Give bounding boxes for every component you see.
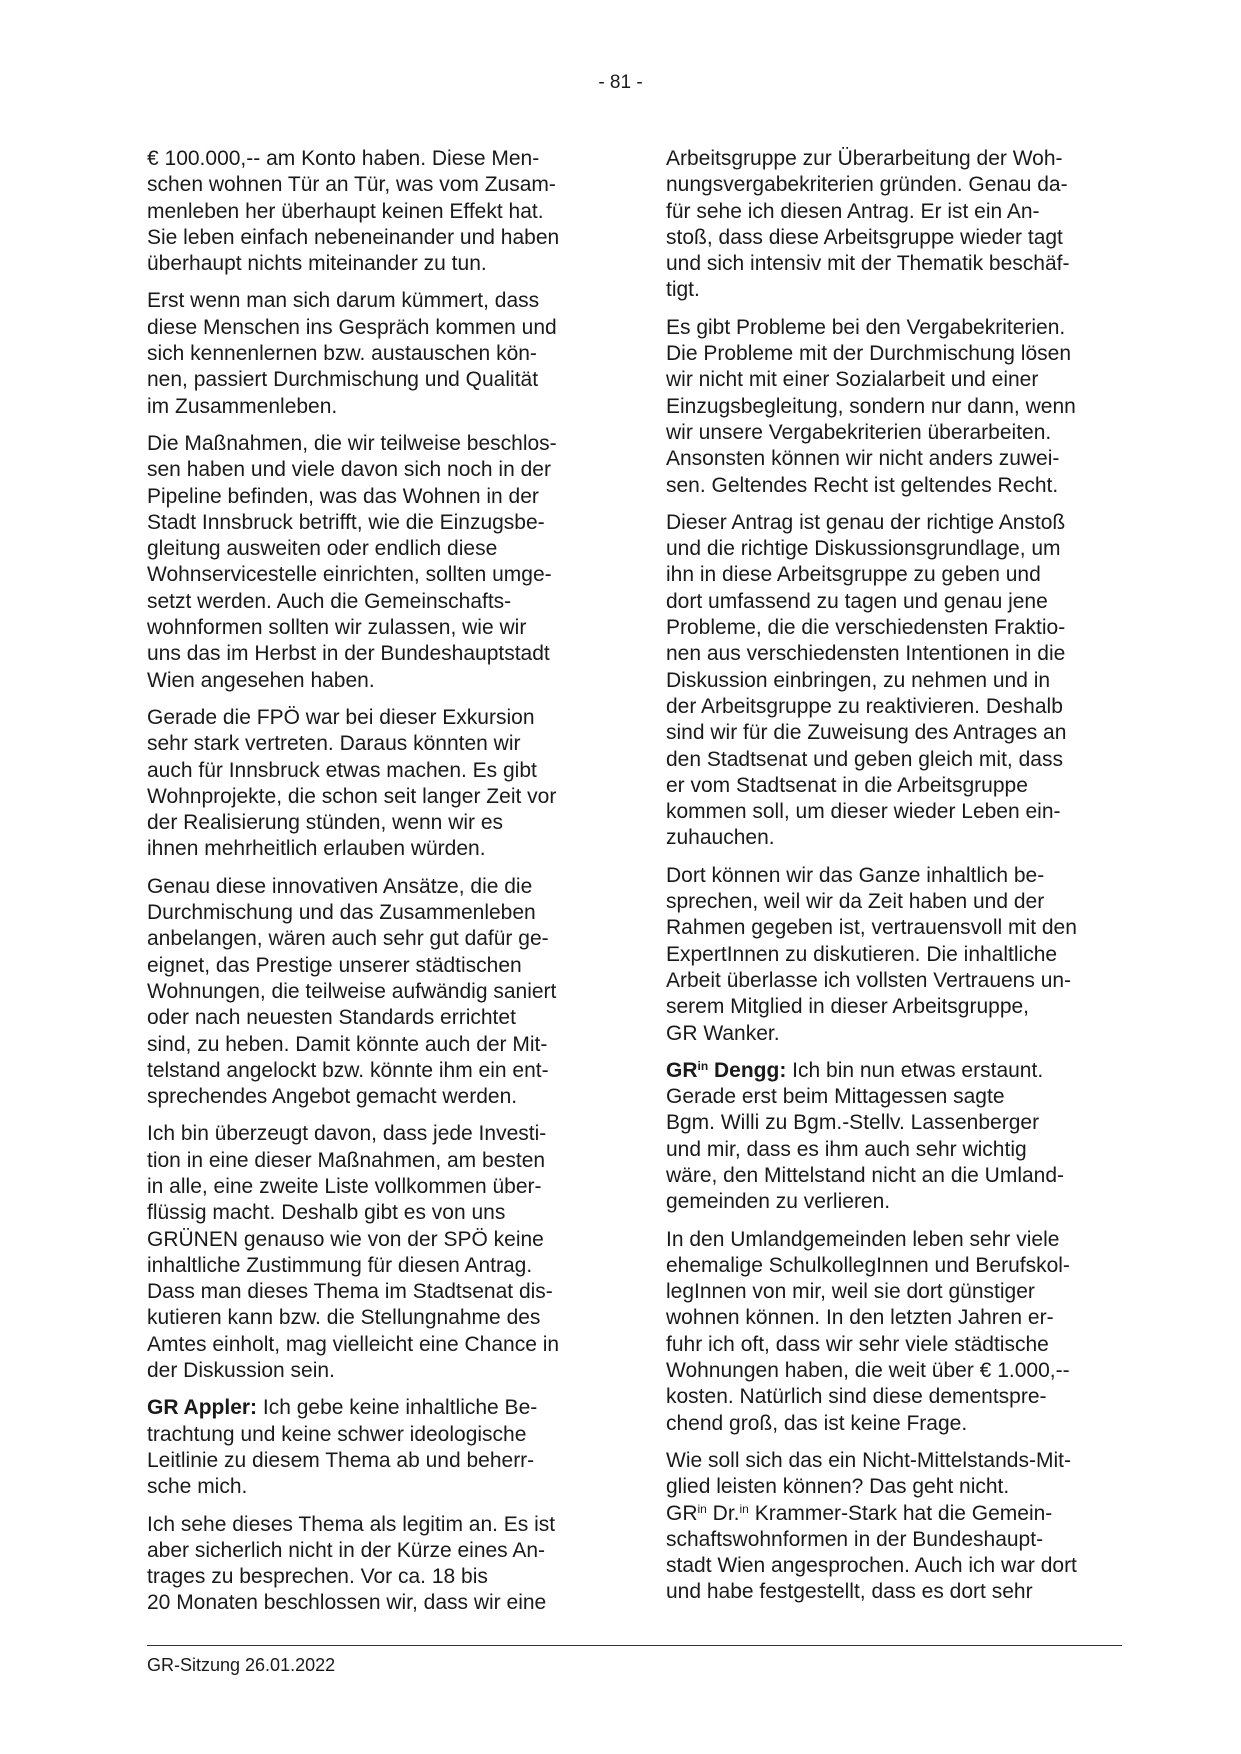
speech-text: Ich bin nun etwas erstaunt. Gerade erst beim Mittagessen sagte Bgm. Willi zu Bgm.-Stellv. Lassenberger und mir, dass es ihm auch sehr wichtig wäre, den Mittelstand nicht an die Umland- gemeinden zu verlieren. bbox=[666, 1058, 1065, 1214]
speaker-title-suffix: in bbox=[697, 1058, 709, 1073]
paragraph: Genau diese innovativen Ansätze, die die Durchmischung und das Zusammenleben anbelangen, wären auch sehr gut dafür ge- eignet, das Prestige unserer städtischen Wohnungen, die teilweise aufwändig saniert oder nach neuesten Standards errichtet sind, zu heben. Damit könnte auch der Mit- telstand angelockt bzw. könnte ihm ein ent- sprechendes Angebot gemacht werden. bbox=[147, 874, 557, 1109]
title-suffix: in bbox=[697, 1501, 707, 1516]
right-column bbox=[666, 146, 1121, 1617]
speaker-surname: Dengg: bbox=[708, 1058, 787, 1082]
left-column bbox=[147, 146, 600, 1628]
paragraph: Die Maßnahmen, die wir teilweise beschlos- sen haben und viele davon sich noch in der Pipeline befinden, was das Wohnen in der Stadt Innsbruck betrifft, wie die Einzugsbe- gleitung ausweiten oder endlich diese Wohnservicestelle einrichten, sollten umge- setzt werden. Auch die Gemeinschafts- wohnformen sollten wir zulassen, wie wir uns das im Herbst in der Bundeshauptstadt Wien angesehen haben. bbox=[147, 431, 557, 692]
title-suffix: in bbox=[739, 1501, 749, 1516]
paragraph: Dieser Antrag ist genau der richtige Anstoß und die richtige Diskussionsgrundlage, um ihn in diese Arbeitsgruppe zu geben und dort umfassend zu tagen und genau jene Probleme, die die verschiedensten Fraktio- nen aus verschiedensten Intentionen in die Diskussion einbringen, zu nehmen und in der Arbeitsgruppe zu reaktivieren. Deshalb sind wir für die Zuweisung des Antrages an den Stadtsenat und geben gleich mit, dass er vom Stadtsenat in die Arbeitsgruppe kommen soll, um dieser wieder Leben ein- zuhauchen. bbox=[666, 510, 1067, 850]
speaker-name: GR Appler: bbox=[147, 1396, 258, 1420]
paragraph: In den Umlandgemeinden leben sehr viele ehemalige SchulkollegInnen und Berufskol- legInnen von mir, weil sie dort günstiger wohnen können. In den letzten Jahren er- fuhr ich oft, dass wir sehr viele städtische Wohnungen haben, die weit über € 1.000,-- kosten. Natürlich sind diese dementspre- chend groß, das ist keine Frage. bbox=[666, 1227, 1070, 1435]
page-number: - 81 - bbox=[598, 72, 643, 93]
speech-text: Ich gebe keine inhaltliche Be- trachtung und keine schwer ideologische Leitlinie zu diesem Thema ab und beherr- sche mich. bbox=[147, 1396, 538, 1499]
paragraph: Arbeitsgruppe zur Überarbeitung der Woh- nungsvergabekriterien gründen. Genau da- für sehe ich diesen Antrag. Er ist ein An- stoß, dass diese Arbeitsgruppe wieder tagt und sich intensiv mit der Thematik beschäf- tigt. bbox=[666, 147, 1070, 302]
text-segment: Wie soll sich das ein Nicht-Mittelstands-Mit- glied leisten können? Das geht nicht. GR bbox=[666, 1448, 1071, 1525]
paragraph: Erst wenn man sich darum kümmert, dass diese Menschen ins Gespräch kommen und sich kennenlernen bzw. austauschen kön- nen, passiert Durchmischung und Qualität im Zusammenleben. bbox=[147, 289, 557, 418]
speaker-name bbox=[666, 1059, 786, 1082]
speech-paragraph bbox=[666, 1058, 1121, 1216]
paragraph: Dort können wir das Ganze inhaltlich be- sprechen, weil wir da Zeit haben und der Rahmen gegeben ist, vertrauensvoll mit den ExpertInnen zu diskutieren. Die inhaltliche Arbeit überlasse ich vollsten Vertrauens un- serem Mitglied in dieser Arbeitsgruppe, GR Wanker. bbox=[666, 863, 1077, 1045]
paragraph: Gerade die FPÖ war bei dieser Exkursion sehr stark vertreten. Daraus könnten wir auch für Innsbruck etwas machen. Es gibt Wohnprojekte, die schon seit langer Zeit vor der Realisierung stünden, wenn wir es ihnen mehrheitlich erlauben würden. bbox=[147, 705, 557, 861]
footer-divider bbox=[147, 1645, 1122, 1646]
speaker-title: GR bbox=[666, 1058, 698, 1082]
paragraph: € 100.000,-- am Konto haben. Diese Men- schen wohnen Tür an Tür, was vom Zusam- menleben her überhaupt keinen Effekt hat. Sie leben einfach nebeneinander und haben überhaupt nichts miteinander zu tun. bbox=[147, 147, 560, 276]
footer-session-date: GR-Sitzung 26.01.2022 bbox=[147, 1655, 336, 1675]
paragraph: Ich sehe dieses Thema als legitim an. Es ist aber sicherlich nicht in der Kürze eines An- trages zu besprechen. Vor ca. 18 bis 20 Monaten beschlossen wir, dass wir eine bbox=[147, 1512, 556, 1615]
text-segment: Krammer-Stark hat die Gemein- schaftswohnformen in der Bundeshaupt- stadt Wien angesprochen. Auch ich war dort und habe festgestellt, dass es dort sehr bbox=[666, 1501, 1077, 1604]
paragraph bbox=[666, 1448, 1121, 1606]
paragraph: Ich bin überzeugt davon, dass jede Investi- tion in eine dieser Maßnahmen, am besten in alle, eine zweite Liste vollkommen über- flüssig macht. Deshalb gibt es von uns GRÜNEN genauso wie von der SPÖ keine inhaltliche Zustimmung für diesen Antrag. Dass man dieses Thema im Stadtsenat dis- kutieren kann bzw. die Stellungnahme des Amtes einholt, mag vielleicht eine Chance in der Diskussion sein. bbox=[147, 1122, 560, 1383]
speech-paragraph bbox=[147, 1395, 600, 1500]
text-segment: Dr. bbox=[706, 1501, 740, 1525]
paragraph: Es gibt Probleme bei den Vergabekriterien. Die Probleme mit der Durchmischung lösen wir nicht mit einer Sozialarbeit und einer Einzugsbegleitung, sondern nur dann, wenn wir unsere Vergabekriterien überarbeiten. Ansonsten können wir nicht anders zuwei- sen. Geltendes Recht ist geltendes Recht. bbox=[666, 315, 1076, 497]
